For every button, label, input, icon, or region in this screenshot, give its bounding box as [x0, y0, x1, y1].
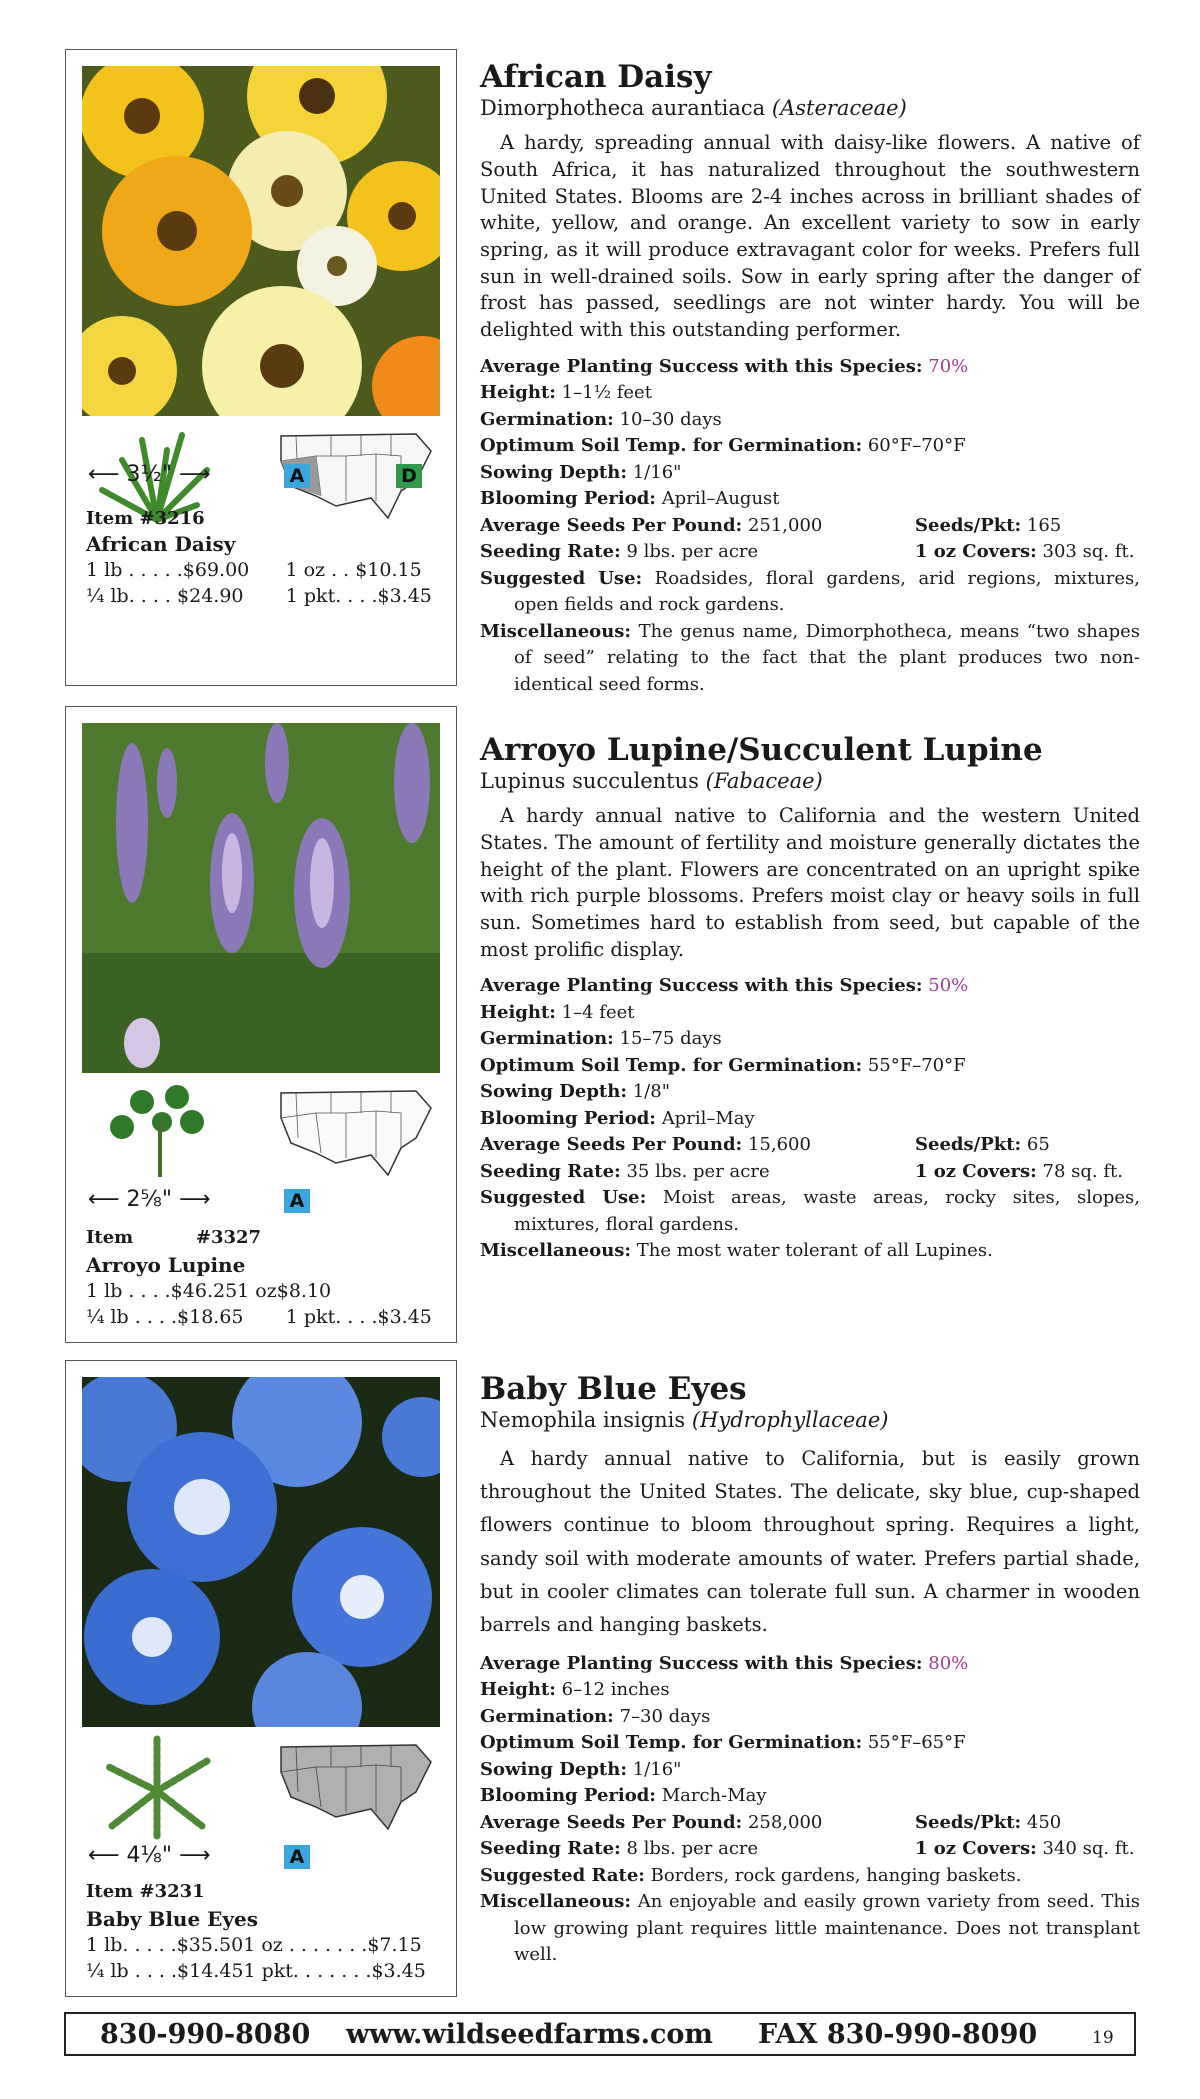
price-line-2: ¼ lb . . . .$14.451 pkt. . . . . . .$3.45: [86, 1960, 426, 1982]
entry-african-daisy: [480, 60, 1140, 698]
price-line-2: ¼ lb . . . .$18.65 1 pkt. . . .$3.45: [86, 1306, 432, 1328]
spec-blooming: Blooming Period: April–May: [480, 1107, 755, 1129]
us-range-map: [276, 1083, 436, 1183]
baby-blue-eyes-photo: [82, 1377, 440, 1727]
phone-number[interactable]: 830-990-8080: [100, 2019, 311, 2050]
scientific-name: Nemophila insignis (Hydrophyllaceae): [480, 1408, 889, 1433]
spec-success: Average Planting Success with this Species: 80%: [480, 1652, 969, 1674]
spec-soil-temp: Optimum Soil Temp. for Germination: 55°F–65°F: [480, 1732, 966, 1754]
spec-misc: Miscellaneous: An enjoyable and easily grown variety from seed. This low growing plant requires little maintenance. Does not transplant well.: [480, 1891, 1140, 1966]
species-description: A hardy annual native to California and the western United States. The amount of fertility and moisture generally dictates the height of the plant. Flowers are concentrated on an upright spike with rich purple blossoms. Prefers moist clay or heavy soils in full sun. Sometimes hard to establish from seed, but capable of the most prolific display.: [480, 804, 1140, 961]
spec-seeds: Average Seeds Per Pound: 15,600 Seeds/Pkt: 65: [480, 1134, 1050, 1156]
zone-badge-a: A: [284, 1845, 310, 1869]
spec-blooming: Blooming Period: March-May: [480, 1785, 767, 1807]
spec-misc: Miscellaneous: The genus name, Dimorphotheca, means “two shapes of seed” relating to the fact that the plant produces two non-identical seed forms.: [480, 620, 1140, 695]
spec-misc: Miscellaneous: The most water tolerant of all Lupines.: [480, 1240, 993, 1262]
spec-sowing-depth: Sowing Depth: 1/16": [480, 1758, 682, 1780]
price-line-1: 1 lb . . . . .$69.00 1 oz . . $10.15: [86, 559, 422, 581]
zone-badge-d: D: [396, 464, 422, 488]
item-name: African Daisy: [86, 532, 236, 556]
entry-arroyo-lupine: [480, 733, 1140, 1265]
spec-use: Suggested Use: Roadsides, floral gardens, arid regions, mixtures, open fields and rock gardens.: [480, 567, 1140, 616]
zone-badge-a: A: [284, 1189, 310, 1213]
item-number: Item #3231: [86, 1881, 205, 1902]
fax-number: FAX 830-990-8090: [758, 2019, 1038, 2050]
spec-height: Height: 1–4 feet: [480, 1001, 635, 1023]
scientific-name: Dimorphotheca aurantiaca (Asteraceae): [480, 96, 907, 121]
species-description: A hardy, spreading annual with daisy-like flowers. A native of South Africa, it has naturalized throughout the southwestern United States. Blooms are 2-4 inches across in brilliant shades of white, yellow, and orange. An excellent variety to sow in early spring, as it will produce extravagant color for weeks. Prefers full sun in well-drained soils. Sow in early spring after the danger of frost has passed, seedlings are not winter hardy. You will be delighted with this outstanding performer.: [480, 131, 1140, 342]
species-description: A hardy annual native to California, but is easily grown throughout the United States. The delicate, sky blue, cup-shaped flowers continue to bloom throughout spring. Requires a light, sandy soil with moderate amounts of water. Prefers partial shade, but in cooler climates can tolerate full sun. A charmer in wooden barrels and hanging baskets.: [480, 1447, 1140, 1636]
spec-use: Suggested Use: Moist areas, waste areas, rocky sites, slopes, mixtures, floral gardens.: [480, 1187, 1140, 1235]
price-line-1: 1 lb . . . .$46.251 oz$8.10: [86, 1280, 332, 1302]
product-card-baby-blue-eyes: [65, 1360, 457, 1997]
african-daisy-photo: [82, 66, 440, 416]
spec-soil-temp: Optimum Soil Temp. for Germination: 55°F–70°F: [480, 1054, 966, 1076]
spec-rate: Seeding Rate: 9 lbs. per acre 1 oz Covers: 303 sq. ft.: [480, 541, 1135, 563]
seedling-icon: [82, 1077, 232, 1187]
spec-seeds: Average Seeds Per Pound: 251,000 Seeds/Pkt: 165: [480, 514, 1062, 536]
family-name: (Asteraceae): [771, 96, 907, 121]
spec-blooming: Blooming Period: April–August: [480, 488, 780, 510]
arroyo-lupine-photo: [82, 723, 440, 1073]
spec-rate: Seeding Rate: 8 lbs. per acre 1 oz Covers: 340 sq. ft.: [480, 1838, 1135, 1860]
family-name: (Hydrophyllaceae): [691, 1408, 889, 1433]
page-footer: [64, 2012, 1136, 2056]
page-number: 19: [1092, 2028, 1114, 2048]
spec-sowing-depth: Sowing Depth: 1/8": [480, 1081, 670, 1103]
zone-badge-a: A: [284, 464, 310, 488]
item-number: Item #3216: [86, 508, 205, 529]
species-title: Baby Blue Eyes: [480, 1371, 747, 1407]
spec-height: Height: 6–12 inches: [480, 1679, 670, 1701]
spec-germination: Germination: 10–30 days: [480, 408, 722, 430]
spec-use: Suggested Rate: Borders, rock gardens, hanging baskets.: [480, 1864, 1022, 1886]
price-line-2: ¼ lb. . . . $24.90 1 pkt. . . .$3.45: [86, 585, 432, 607]
product-card-african-daisy: [65, 49, 457, 686]
species-title: African Daisy: [480, 59, 712, 95]
item-name: Baby Blue Eyes: [86, 1907, 259, 1931]
price-line-1: 1 lb. . . . .$35.501 oz . . . . . . .$7.15: [86, 1934, 422, 1956]
seedling-scale: ⟵ 2⅝" ⟶: [88, 1187, 211, 1212]
website-link[interactable]: www.wildseedfarms.com: [346, 2019, 714, 2050]
seedling-scale: ⟵ 4⅛" ⟶: [88, 1843, 211, 1868]
spec-success: Average Planting Success with this Species: 50%: [480, 975, 969, 997]
success-percent: 70%: [928, 355, 969, 377]
success-percent: 80%: [928, 1652, 969, 1674]
spec-rate: Seeding Rate: 35 lbs. per acre 1 oz Covers: 78 sq. ft.: [480, 1160, 1123, 1182]
us-range-map: [276, 1737, 436, 1837]
spec-soil-temp: Optimum Soil Temp. for Germination: 60°F–70°F: [480, 435, 966, 457]
seedling-icon: [82, 1731, 232, 1841]
item-name: Arroyo Lupine: [86, 1253, 246, 1277]
species-title: Arroyo Lupine/Succulent Lupine: [480, 732, 1043, 768]
scientific-name: Lupinus succulentus (Fabaceae): [480, 769, 823, 794]
entry-baby-blue-eyes: [480, 1372, 1140, 1969]
spec-success: Average Planting Success with this Species: 70%: [480, 355, 969, 377]
spec-sowing-depth: Sowing Depth: 1/16": [480, 461, 682, 483]
spec-seeds: Average Seeds Per Pound: 258,000 Seeds/Pkt: 450: [480, 1811, 1062, 1833]
seedling-scale: ⟵ 3½" ⟶: [88, 462, 211, 487]
success-percent: 50%: [928, 975, 969, 997]
product-card-arroyo-lupine: [65, 706, 457, 1343]
spec-height: Height: 1–1½ feet: [480, 382, 652, 404]
spec-germination: Germination: 7–30 days: [480, 1705, 711, 1727]
item-number: Item #3327: [86, 1227, 262, 1248]
spec-germination: Germination: 15–75 days: [480, 1028, 722, 1050]
family-name: (Fabaceae): [705, 769, 823, 794]
